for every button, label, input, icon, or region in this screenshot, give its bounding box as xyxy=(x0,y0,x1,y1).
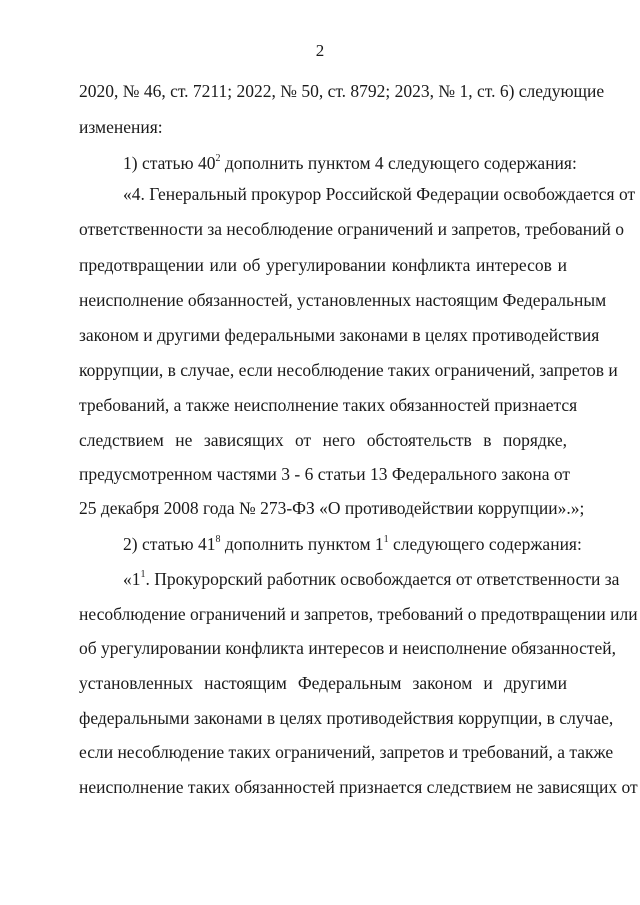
list-item-2-heading: 2) статью $41^8$ дополнить пунктом $1^1$ следующего содержания: xyxy=(123,534,582,554)
text-line: законом и другими федеральными законами в целях противодействия xyxy=(79,325,600,345)
page-number: 2 xyxy=(315,41,325,60)
text-line: установленных настоящим Федеральным законом и другими xyxy=(79,673,567,693)
text-line: неисполнение таких обязанностей признается следствием не зависящих от xyxy=(79,777,638,797)
text-line: изменения: xyxy=(79,117,163,137)
text-line: предотвращении или об урегулировании конфликта интересов и xyxy=(79,255,567,275)
text-line: неисполнение обязанностей, установленных настоящим Федеральным xyxy=(79,290,607,310)
text-line: следствием не зависящих от него обстоятельств в порядке, xyxy=(79,430,567,450)
text-line: требований, а также неисполнение таких обязанностей признается xyxy=(79,395,578,415)
list-item-1-heading: 1) статью $40^2$ дополнить пунктом 4 следующего содержания: xyxy=(123,153,577,173)
text-line: несоблюдение ограничений и запретов, требований о предотвращении или xyxy=(79,604,638,624)
text-line: коррупции, в случае, если несоблюдение таких ограничений, запретов и xyxy=(79,360,618,380)
text-line: об урегулировании конфликта интересов и неисполнение обязанностей, xyxy=(79,638,616,658)
text-line: федеральными законами в целях противодействия коррупции, в случае, xyxy=(79,708,614,728)
text-line: если несоблюдение таких ограничений, запретов и требований, а также xyxy=(79,742,614,762)
text-line: «4. Генеральный прокурор Российской Федерации освобождается от xyxy=(123,184,636,204)
text-line: 25 декабря 2008 года № 273-ФЗ «О противодействии коррупции».»; xyxy=(79,498,585,518)
text-line: «$1^1$. Прокурорский работник освобождается от ответственности за xyxy=(123,569,620,589)
text-line: ответственности за несоблюдение ограничений и запретов, требований о xyxy=(79,219,624,239)
text-line: 2020, № 46, ст. 7211; 2022, № 50, ст. 8792; 2023, № 1, ст. 6) следующие xyxy=(79,81,605,101)
text-line: предусмотренном частями 3 - 6 статьи 13 Федерального закона от xyxy=(79,464,571,484)
